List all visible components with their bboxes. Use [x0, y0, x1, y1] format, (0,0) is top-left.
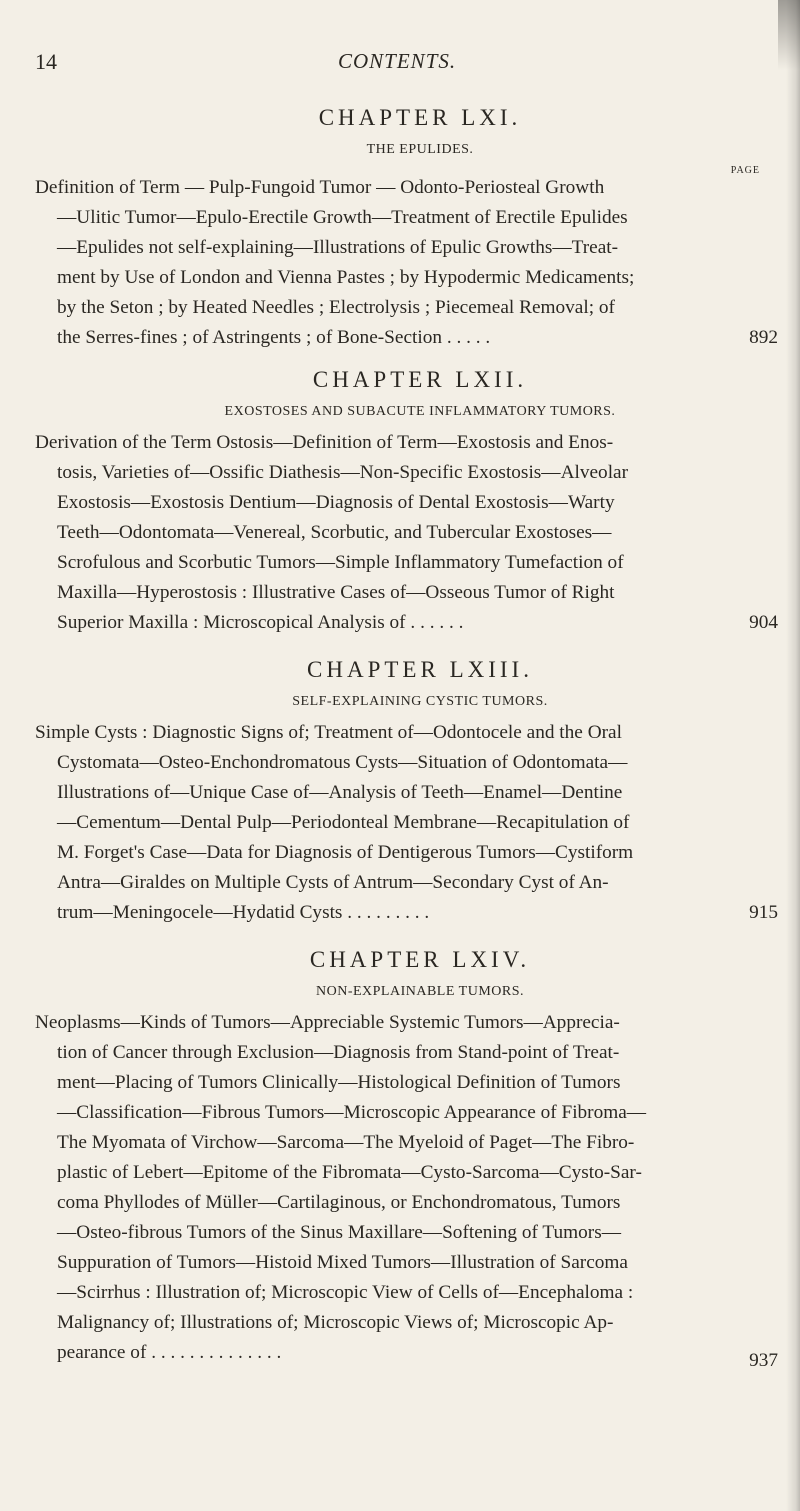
chapter-lxiii-heading [0, 656, 800, 711]
entry-line: Neoplasms—Kinds of Tumors—Appreciable Systemic Tumors—Apprecia- [35, 1012, 620, 1033]
chapter-subtitle: NON-EXPLAINABLE TUMORS. [315, 984, 525, 999]
chapter-title: CHAPTER LXII. [312, 367, 528, 392]
entry-line: Maxilla—Hyperostosis : Illustrative Cases of—Osseous Tumor of Right [57, 582, 615, 603]
entry-line: Illustrations of—Unique Case of—Analysis of Teeth—Enamel—Dentine [57, 782, 623, 803]
entry-line: plastic of Lebert—Epitome of the Fibromata—Cysto-Sarcoma—Cysto-Sar- [57, 1162, 642, 1183]
chapter-subtitle: THE EPULIDES. [366, 142, 474, 157]
chapter-lxi-heading [0, 104, 800, 159]
entry-line: Definition of Term — Pulp-Fungoid Tumor — Odonto-Periosteal Growth [35, 177, 605, 198]
entry-line: ment by Use of London and Vienna Pastes ; by Hypodermic Medicaments; [57, 267, 635, 288]
page-number: 14 [35, 49, 57, 74]
entry-line: Teeth—Odontomata—Venereal, Scorbutic, and Tubercular Exostoses— [57, 522, 612, 543]
entry-line: Cystomata—Osteo-Enchondromatous Cysts—Situation of Odontomata— [57, 752, 628, 773]
entry-line: M. Forget's Case—Data for Diagnosis of Dentigerous Tumors—Cystiform [57, 842, 634, 863]
page-reference: 892 [749, 327, 778, 348]
chapter-title: CHAPTER LXI. [318, 105, 522, 130]
entry-line: —Scirrhus : Illustration of; Microscopic View of Cells of—Encephaloma : [57, 1282, 634, 1303]
entry-line: the Serres-fines ; of Astringents ; of Bone-Section . . . . . [57, 327, 491, 348]
entry-line: Scrofulous and Scorbutic Tumors—Simple Inflammatory Tumefaction of [57, 552, 624, 573]
entry-line: Exostosis—Exostosis Dentium—Diagnosis of Dental Exostosis—Warty [57, 492, 615, 513]
entry-line: The Myomata of Virchow—Sarcoma—The Myeloid of Paget—The Fibro- [57, 1132, 635, 1153]
page-reference: 915 [749, 902, 778, 923]
page-reference: 937 [749, 1350, 778, 1371]
entry-line: by the Seton ; by Heated Needles ; Electrolysis ; Piecemeal Removal; of [57, 297, 615, 318]
entry-line: —Osteo-fibrous Tumors of the Sinus Maxillare—Softening of Tumors— [57, 1222, 621, 1243]
chapter-title: CHAPTER LXIV. [309, 947, 531, 972]
entry-line: —Cementum—Dental Pulp—Periodonteal Membrane—Recapitulation of [57, 812, 630, 833]
entry-line: —Classification—Fibrous Tumors—Microscopic Appearance of Fibroma— [57, 1102, 647, 1123]
entry-line: Malignancy of; Illustrations of; Microscopic Views of; Microscopic Ap- [57, 1312, 614, 1333]
chapter-lxii-heading [0, 366, 800, 421]
page-header [0, 49, 800, 89]
chapter-title: CHAPTER LXIII. [307, 657, 533, 682]
chapter-subtitle: EXOSTOSES AND SUBACUTE INFLAMMATORY TUMORS. [224, 404, 616, 419]
entry-line: tion of Cancer through Exclusion—Diagnosis from Stand-point of Treat- [57, 1042, 620, 1063]
entry-line: Simple Cysts : Diagnostic Signs of; Treatment of—Odontocele and the Oral [35, 722, 622, 743]
chapter-subtitle: SELF-EXPLAINING CYSTIC TUMORS. [292, 694, 548, 709]
entry-line: ment—Placing of Tumors Clinically—Histological Definition of Tumors [57, 1072, 621, 1093]
entry-line: —Epulides not self-explaining—Illustrations of Epulic Growths—Treat- [57, 237, 619, 258]
running-head: CONTENTS. [338, 49, 457, 73]
page-edge-shadow [786, 0, 800, 1511]
page-column-label: PAGE [730, 165, 760, 176]
entry-line: coma Phyllodes of Müller—Cartilaginous, or Enchondromatous, Tumors [57, 1192, 621, 1213]
page-reference: 904 [749, 612, 778, 633]
entry-line: Suppuration of Tumors—Histoid Mixed Tumors—Illustration of Sarcoma [57, 1252, 628, 1273]
entry-line: Antra—Giraldes on Multiple Cysts of Antrum—Secondary Cyst of An- [57, 872, 609, 893]
entry-line: trum—Meningocele—Hydatid Cysts . . . . . . . . . [57, 902, 430, 923]
chapter-lxiv-heading [0, 946, 800, 1001]
entry-line: Superior Maxilla : Microscopical Analysis of . . . . . . [57, 612, 464, 633]
entry-line: tosis, Varieties of—Ossific Diathesis—Non-Specific Exostosis—Alveolar [57, 462, 629, 483]
entry-line: pearance of . . . . . . . . . . . . . . [57, 1342, 282, 1363]
entry-line: Derivation of the Term Ostosis—Definition of Term—Exostosis and Enos- [35, 432, 614, 453]
entry-line: —Ulitic Tumor—Epulo-Erectile Growth—Treatment of Erectile Epulides [57, 207, 628, 228]
